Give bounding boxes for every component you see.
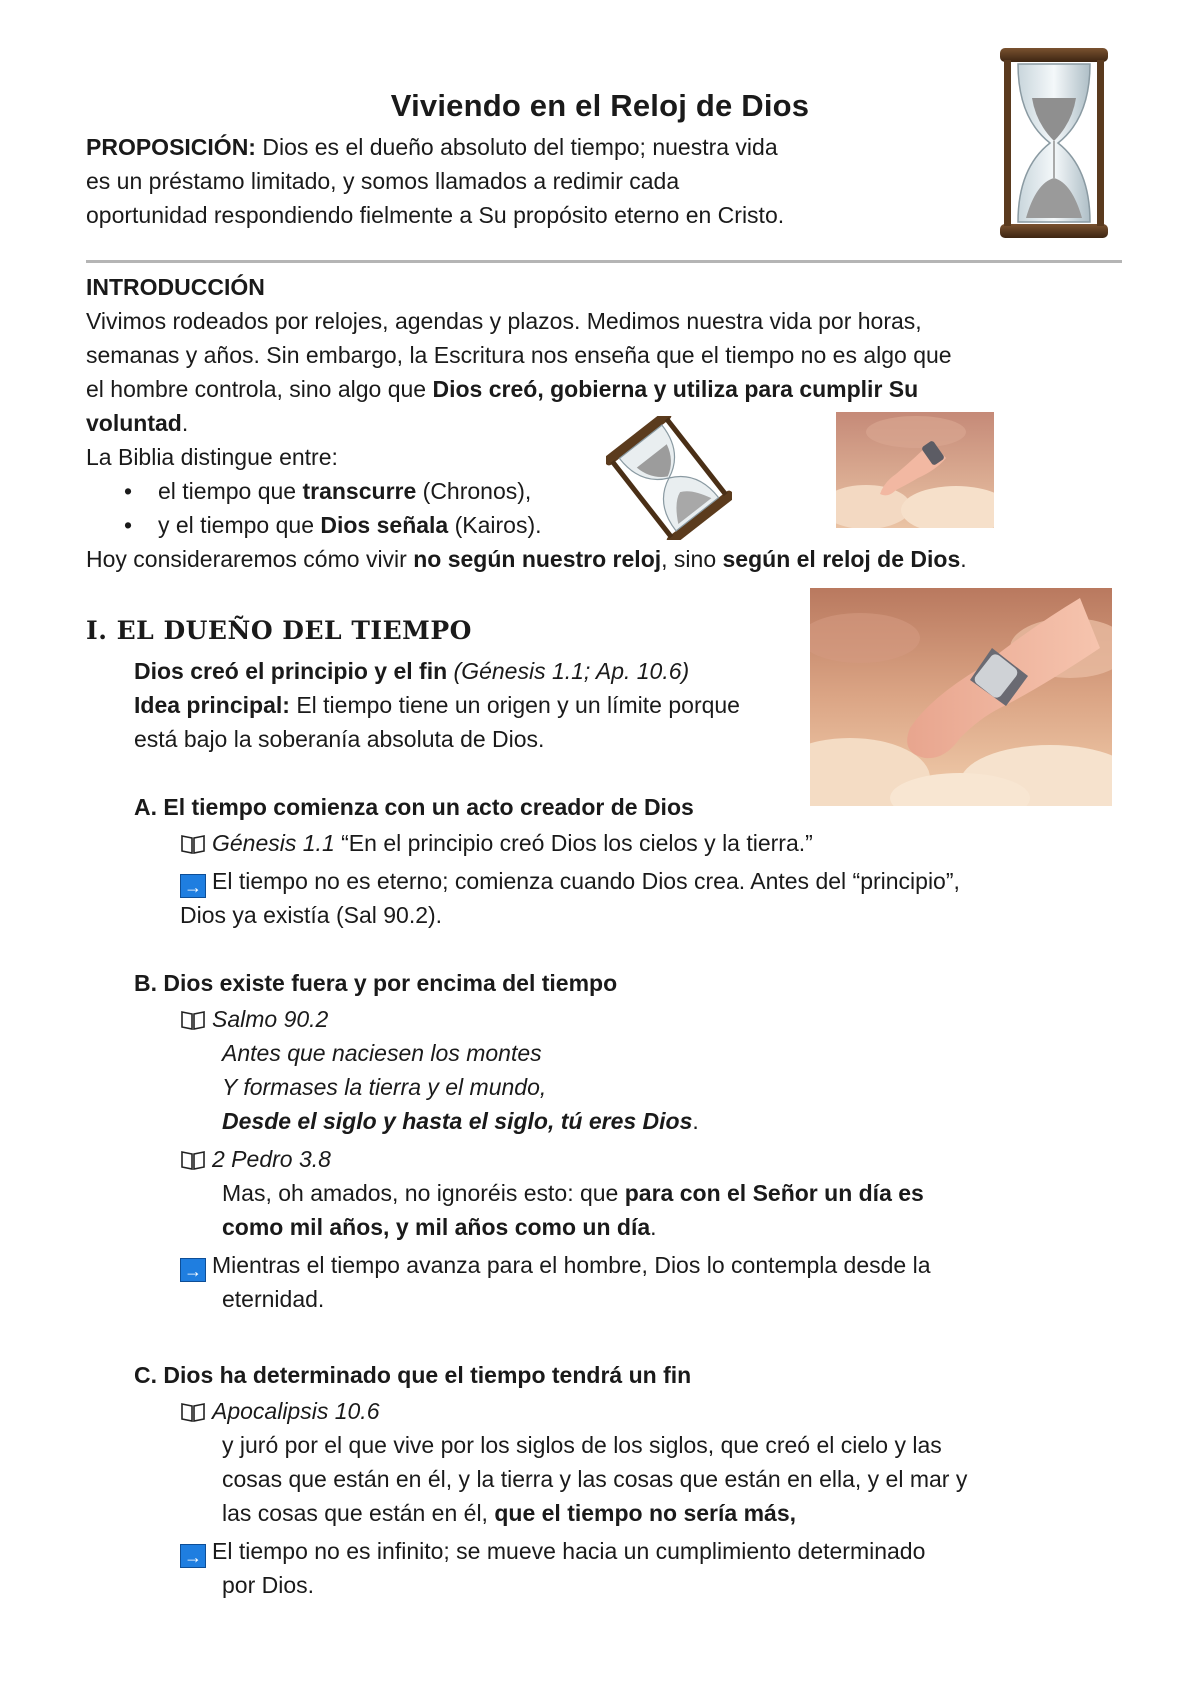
pointA-body bbox=[180, 826, 1140, 932]
pointB-body bbox=[180, 1002, 1140, 1316]
verse: Mas, oh amados, no ignoréis esto: que para con el Señor un día es como mil años, y mil años como un día. bbox=[222, 1180, 924, 1240]
note: → El tiempo no es infinito; se mueve hacia un cumplimiento determinado bbox=[180, 1534, 1140, 1568]
open-book-icon bbox=[180, 1401, 206, 1423]
intro-text: el hombre controla, sino algo que Dios creó, gobierna y utiliza para cumplir Su bbox=[86, 376, 919, 402]
intro-heading: INTRODUCCIÓN bbox=[86, 274, 265, 300]
point-heading: B. Dios existe fuera y por encima del tiempo bbox=[134, 970, 618, 996]
proposition-text: es un préstamo limitado, y somos llamados a redimir cada bbox=[86, 168, 680, 194]
proposition-text: Dios es el dueño absoluto del tiempo; nuestra vida bbox=[262, 134, 778, 160]
section1-subtitle: Dios creó el principio y el fin (Génesis 1.1; Ap. 10.6) bbox=[134, 658, 690, 684]
note: por Dios. bbox=[222, 1572, 315, 1598]
main-idea: Idea principal: El tiempo tiene un origen y un límite porque bbox=[134, 692, 740, 718]
note: → El tiempo no es eterno; comienza cuando Dios crea. Antes del “principio”, bbox=[180, 864, 1140, 898]
hourglass-image bbox=[996, 48, 1112, 240]
arrow-right-icon: → bbox=[180, 1258, 206, 1282]
verse: Antes que naciesen los montes Y formases la tierra y el mundo, Desde el siglo y hasta el siglo, tú eres Dios. bbox=[222, 1040, 699, 1134]
intro-text: semanas y años. Sin embargo, la Escritura nos enseña que el tiempo no es algo que bbox=[86, 342, 952, 368]
pointC-body bbox=[180, 1394, 1140, 1602]
verse: y juró por el que vive por los siglos de los siglos, que creó el cielo y las cosas que están en él, y la tierra y las cosas que están en ella, y el mar y las cosas que están en él, que el tiempo no sería más, bbox=[222, 1432, 968, 1526]
point-heading: A. El tiempo comienza con un acto creador de Dios bbox=[134, 794, 694, 820]
intro-closing: Hoy consideraremos cómo vivir no según nuestro reloj, sino según el reloj de Dios. bbox=[86, 546, 967, 572]
open-book-icon bbox=[180, 1149, 206, 1171]
main-idea: está bajo la soberanía absoluta de Dios. bbox=[134, 726, 545, 752]
arrow-right-icon: → bbox=[180, 874, 206, 898]
section1-intro bbox=[134, 654, 814, 756]
proposition-label: PROPOSICIÓN: bbox=[86, 134, 256, 160]
note: eternidad. bbox=[222, 1286, 325, 1312]
section-heading: I. EL DUEÑO DEL TIEMPO bbox=[86, 616, 472, 645]
scripture-reference: Salmo 90.2 bbox=[180, 1002, 1140, 1036]
scripture-reference: 2 Pedro 3.8 bbox=[180, 1142, 1140, 1176]
tilted-hourglass-image bbox=[606, 416, 732, 540]
proposition bbox=[86, 130, 966, 232]
note: → Mientras el tiempo avanza para el hombre, Dios lo contempla desde la bbox=[180, 1248, 1140, 1282]
list-item: • el tiempo que transcurre (Chronos), bbox=[86, 474, 1146, 508]
note: Dios ya existía (Sal 90.2). bbox=[180, 902, 443, 928]
intro-text: Vivimos rodeados por relojes, agendas y plazos. Medimos nuestra vida por horas, bbox=[86, 308, 922, 334]
open-book-icon bbox=[180, 833, 206, 855]
list-item: • y el tiempo que Dios señala (Kairos). bbox=[86, 508, 1146, 542]
scripture-reference: Génesis 1.1 “En el principio creó Dios los cielos y la tierra.” bbox=[180, 826, 1140, 860]
hand-watch-clouds-image bbox=[810, 588, 1112, 806]
point-heading: C. Dios ha determinado que el tiempo tendrá un fin bbox=[134, 1362, 692, 1388]
arrow-right-icon: → bbox=[180, 1544, 206, 1568]
page-title: Viviendo en el Reloj de Dios bbox=[390, 88, 810, 123]
scripture-reference: Apocalipsis 10.6 bbox=[180, 1394, 1140, 1428]
intro-text: voluntad. bbox=[86, 410, 189, 436]
proposition-text: oportunidad respondiendo fielmente a Su propósito eterno en Cristo. bbox=[86, 202, 785, 228]
open-book-icon bbox=[180, 1009, 206, 1031]
intro-text: La Biblia distingue entre: bbox=[86, 444, 338, 470]
hand-watch-clouds-image bbox=[836, 412, 994, 528]
divider bbox=[86, 260, 1122, 263]
